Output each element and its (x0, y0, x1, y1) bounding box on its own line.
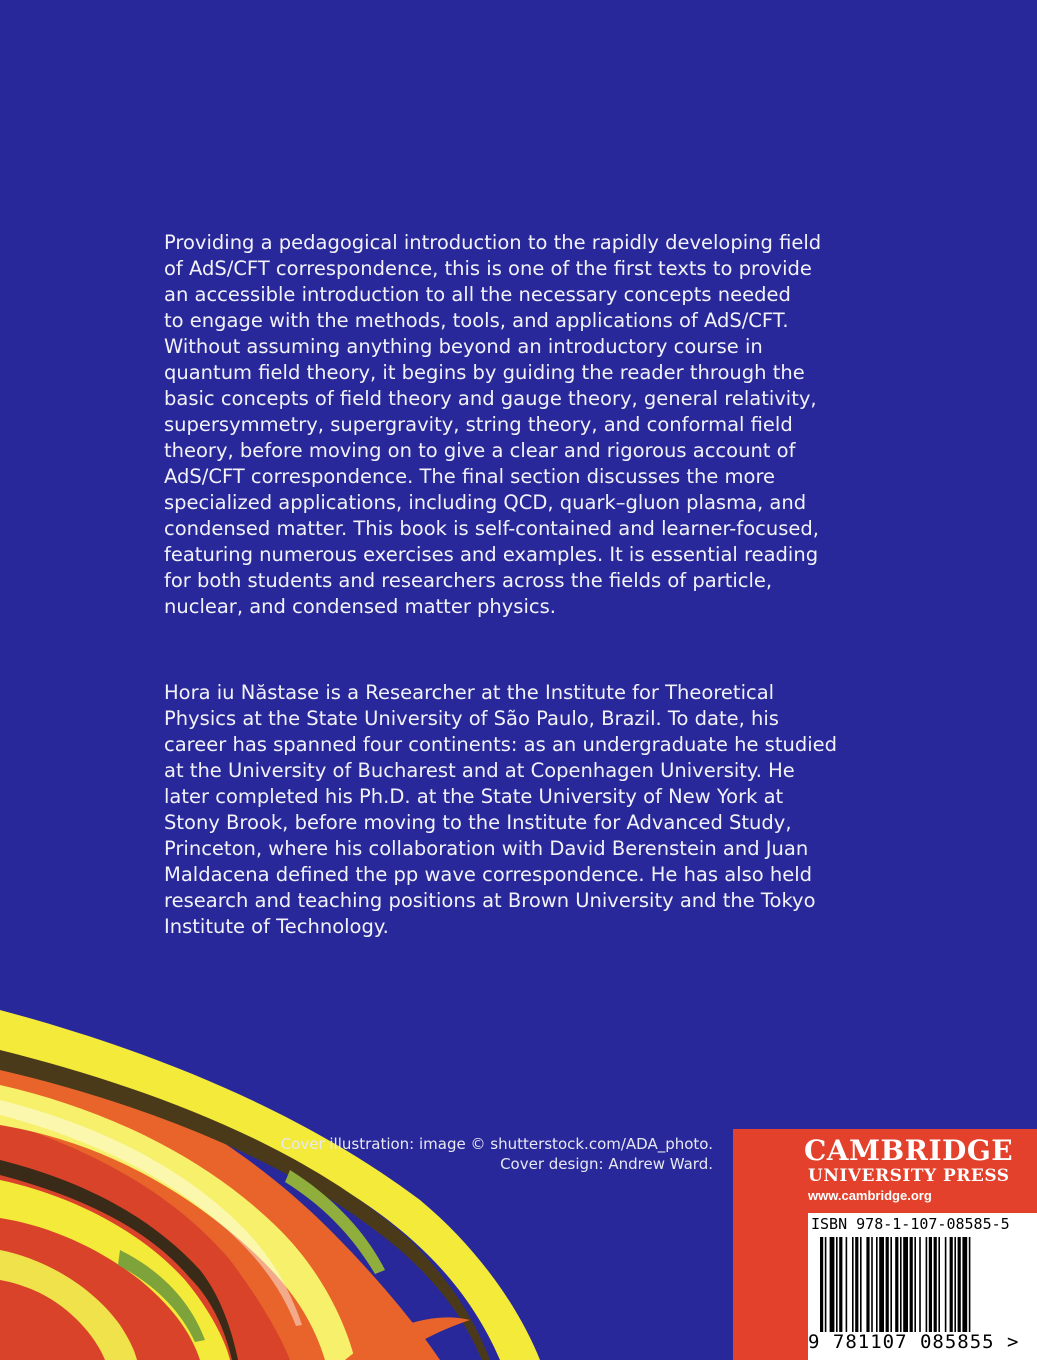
description-line: an accessible introduction to all the necessary concepts needed (164, 283, 791, 306)
description-line: specialized applications, including QCD, quark–gluon plasma, and (164, 491, 807, 514)
description-line: quantum field theory, it begins by guiding the reader through the (164, 361, 805, 384)
barcode-stripe (950, 1237, 953, 1332)
biography-line: at the University of Bucharest and at Copenhagen University. He (164, 759, 795, 782)
barcode-stripe (934, 1237, 937, 1332)
ean-digits: 9 781107 085855 > (808, 1331, 1020, 1353)
barcode-stripe (820, 1237, 823, 1332)
barcode-icon (820, 1237, 1030, 1332)
cover-credits (281, 1134, 713, 1174)
biography-line: Physics at the State University of São Paulo, Brazil. To date, his (164, 707, 779, 730)
barcode-stripe (830, 1237, 835, 1332)
description-line: AdS/CFT correspondence. The final section discusses the more (164, 465, 776, 488)
book-description (164, 230, 864, 620)
barcode-stripe (855, 1237, 858, 1332)
barcode-stripe (900, 1237, 902, 1332)
barcode-stripe (879, 1237, 884, 1332)
barcode-stripe (910, 1237, 913, 1332)
barcode-stripe (903, 1237, 908, 1332)
description-line: featuring numerous exercises and examples. It is essential reading (164, 543, 819, 566)
description-line: nuclear, and condensed matter physics. (164, 595, 556, 618)
barcode-stripe (890, 1237, 892, 1332)
description-line: of AdS/CFT correspondence, this is one of the first texts to provide (164, 257, 812, 280)
barcode-stripe (836, 1237, 838, 1332)
description-line: theory, before moving on to give a clear and rigorous account of (164, 439, 796, 462)
biography-line: Stony Brook, before moving to the Institute for Advanced Study, (164, 811, 792, 834)
barcode-stripe (919, 1237, 921, 1332)
barcode-stripe (938, 1237, 940, 1332)
author-biography (164, 680, 864, 940)
barcode-stripe (914, 1237, 916, 1332)
biography-line: Institute of Technology. (164, 915, 389, 938)
barcode-stripe (871, 1237, 873, 1332)
description-line: for both students and researchers across the fields of particle, (164, 569, 773, 592)
publisher-name: CAMBRIDGE (804, 1134, 1014, 1167)
barcode-stripe (926, 1237, 928, 1332)
barcode-stripe (852, 1237, 854, 1332)
barcode-stripe (962, 1237, 967, 1332)
barcode-stripe (958, 1237, 961, 1332)
barcode-stripe (860, 1237, 862, 1332)
barcode-stripe (886, 1237, 889, 1332)
publisher-subtitle: UNIVERSITY PRESS (808, 1166, 1010, 1186)
barcode-stripe (954, 1237, 956, 1332)
design-credit: Cover design: Andrew Ward. (500, 1155, 713, 1173)
barcode-stripe (945, 1237, 947, 1332)
barcode-stripe (895, 1237, 898, 1332)
description-line: to engage with the methods, tools, and applications of AdS/CFT. (164, 309, 789, 332)
barcode-stripe (929, 1237, 932, 1332)
barcode-stripe (866, 1237, 869, 1332)
barcode-stripe (839, 1237, 842, 1332)
biography-line: later completed his Ph.D. at the State University of New York at (164, 785, 784, 808)
biography-line: career has spanned four continents: as an undergraduate he studied (164, 733, 837, 756)
description-line: basic concepts of field theory and gauge theory, general relativity, (164, 387, 817, 410)
barcode-stripe (876, 1237, 878, 1332)
barcode-panel (808, 1213, 1037, 1360)
isbn-number: ISBN 978-1-107-08585-5 (811, 1215, 1010, 1233)
illustration-credit: Cover illustration: image © shutterstock.com/ADA_photo. (280, 1135, 713, 1153)
biography-line: Princeton, where his collaboration with David Berenstein and Juan (164, 837, 809, 860)
publisher-url: www.cambridge.org (808, 1188, 932, 1203)
barcode-stripe (846, 1237, 848, 1332)
biography-line: Maldacena defined the pp wave correspondence. He has also held (164, 863, 813, 886)
description-line: supersymmetry, supergravity, string theory, and conformal field (164, 413, 793, 436)
barcode-stripe (825, 1237, 827, 1332)
biography-line: research and teaching positions at Brown University and the Tokyo (164, 889, 816, 912)
biography-line: Hora iu Năstase is a Researcher at the Institute for Theoretical (164, 681, 775, 704)
description-line: Providing a pedagogical introduction to the rapidly developing field (164, 231, 822, 254)
description-line: condensed matter. This book is self-contained and learner-focused, (164, 517, 819, 540)
barcode-stripe (969, 1237, 971, 1332)
description-line: Without assuming anything beyond an introductory course in (164, 335, 763, 358)
